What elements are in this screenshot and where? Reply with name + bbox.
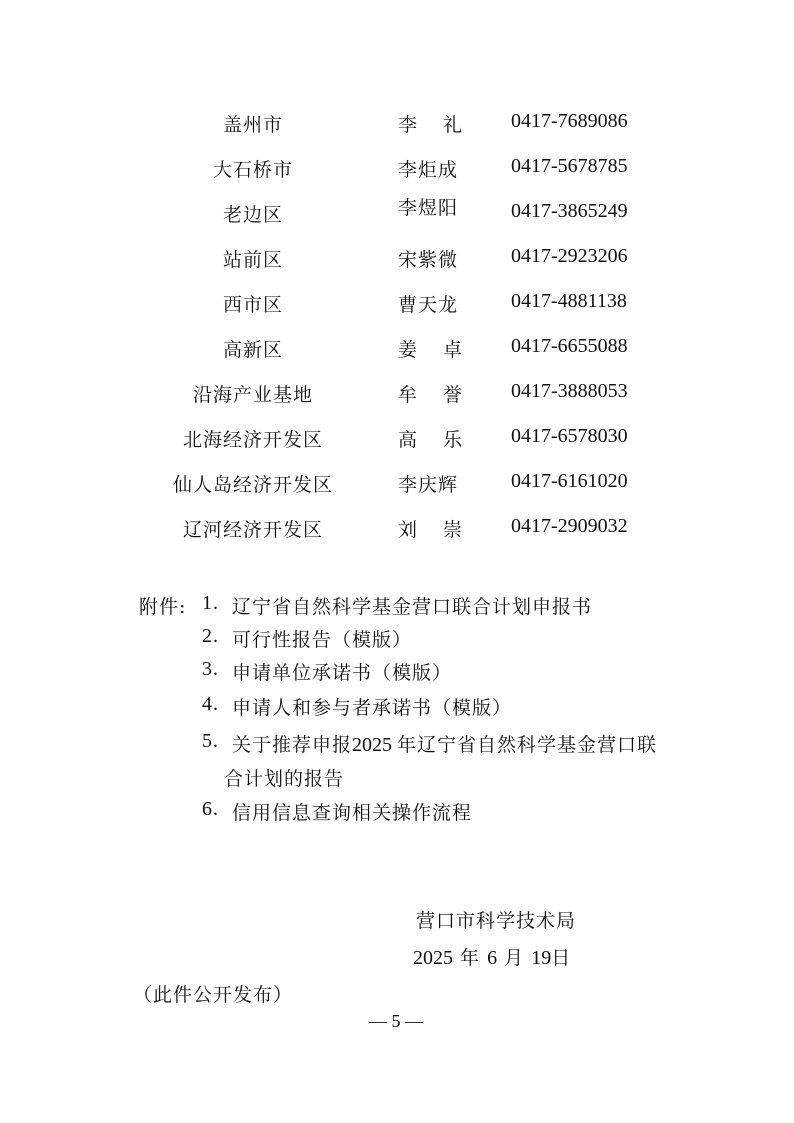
disclosure-note: （此件公开发布） xyxy=(133,984,294,1006)
region-name: 沿海产业基地 xyxy=(192,384,313,406)
list-item xyxy=(202,658,702,688)
table-row xyxy=(0,197,794,230)
list-item xyxy=(202,730,762,790)
table-row xyxy=(0,110,794,140)
contact-person: 李炬成 xyxy=(398,159,459,181)
table-row xyxy=(0,425,794,455)
contact-person-char: 李 xyxy=(398,114,418,136)
contact-person: 李煜阳 xyxy=(398,197,459,219)
table-row xyxy=(0,335,794,365)
table-row xyxy=(0,245,794,275)
attachment-title-part: 关于推荐申报 xyxy=(232,734,353,756)
region-name: 仙人岛经济开发区 xyxy=(172,474,333,496)
attachment-number: 6. xyxy=(202,798,219,820)
attachment-number: 2. xyxy=(202,625,219,647)
date-year-unit: 年 xyxy=(460,947,481,969)
issuing-organization: 营口市科学技术局 xyxy=(416,910,577,932)
date-year: 2025 xyxy=(413,947,453,969)
table-row xyxy=(0,155,794,185)
attachment-title-part: 年辽宁省自然科学基金营口联 xyxy=(397,734,658,756)
attachment-title: 信用信息查询相关操作流程 xyxy=(232,802,473,824)
contact-person-char: 崇 xyxy=(442,519,462,541)
attachment-number: 3. xyxy=(202,658,219,680)
date-day-unit: 日 xyxy=(551,947,572,969)
attachment-number: 5. xyxy=(202,730,219,752)
contact-person xyxy=(398,110,462,137)
region-name: 西市区 xyxy=(222,294,283,316)
region-name: 老边区 xyxy=(222,204,283,226)
contact-person xyxy=(398,335,462,362)
contact-person xyxy=(398,515,462,542)
attachment-title xyxy=(232,730,657,757)
list-item xyxy=(202,693,702,723)
region-name: 站前区 xyxy=(222,249,283,271)
table-row xyxy=(0,470,794,500)
table-row xyxy=(0,515,794,545)
contact-person: 曹天龙 xyxy=(398,294,459,316)
contact-person: 李庆辉 xyxy=(398,474,459,496)
contact-person: 宋紫微 xyxy=(398,249,459,271)
attachments-label: 附件: xyxy=(139,596,187,618)
contact-person-char: 礼 xyxy=(442,114,462,136)
phone-number: 0417-2923206 xyxy=(511,245,628,267)
contact-person-char: 牟 xyxy=(398,384,418,406)
attachment-title: 辽宁省自然科学基金营口联合计划申报书 xyxy=(232,596,593,618)
contact-person xyxy=(398,380,462,407)
phone-number: 0417-7689086 xyxy=(511,110,628,132)
table-row xyxy=(0,290,794,320)
date-month: 6 xyxy=(487,947,498,969)
region-name: 高新区 xyxy=(222,339,283,361)
date-day: 19 xyxy=(531,947,552,969)
attachment-title-continued: 合计划的报告 xyxy=(224,768,345,790)
attachment-year: 2025 xyxy=(352,734,393,756)
phone-number: 0417-6578030 xyxy=(511,425,628,447)
contact-person-char: 刘 xyxy=(398,519,418,541)
date-month-unit: 月 xyxy=(504,947,525,969)
phone-number: 0417-2909032 xyxy=(511,515,628,537)
list-item xyxy=(202,625,702,655)
contact-person-char: 卓 xyxy=(442,339,462,361)
attachment-title: 申请单位承诺书（模版） xyxy=(232,662,453,684)
phone-number: 0417-6161020 xyxy=(511,470,628,492)
phone-number: 0417-4881138 xyxy=(511,290,627,312)
region-name: 大石桥市 xyxy=(212,159,293,181)
phone-number: 0417-6655088 xyxy=(511,335,628,357)
table-row xyxy=(0,380,794,410)
issue-date xyxy=(413,943,571,970)
contact-person-char: 姜 xyxy=(398,339,418,361)
attachment-title: 申请人和参与者承诺书（模版） xyxy=(232,697,513,719)
phone-number: 0417-3865249 xyxy=(511,200,628,222)
contact-person xyxy=(398,425,462,452)
region-name: 盖州市 xyxy=(222,114,283,136)
contact-person-char: 誉 xyxy=(442,384,462,406)
page-number: — 5 — xyxy=(369,1011,423,1031)
contact-person-char: 乐 xyxy=(442,429,462,451)
list-item xyxy=(202,592,702,622)
region-name: 北海经济开发区 xyxy=(182,429,323,451)
attachment-number: 4. xyxy=(202,693,219,715)
phone-number: 0417-5678785 xyxy=(511,155,628,177)
region-name: 辽河经济开发区 xyxy=(182,519,323,541)
attachment-title: 可行性报告（模版） xyxy=(232,629,413,651)
attachment-number: 1. xyxy=(202,592,219,614)
contact-person-char: 高 xyxy=(398,429,418,451)
list-item xyxy=(202,798,702,828)
phone-number: 0417-3888053 xyxy=(511,380,628,402)
